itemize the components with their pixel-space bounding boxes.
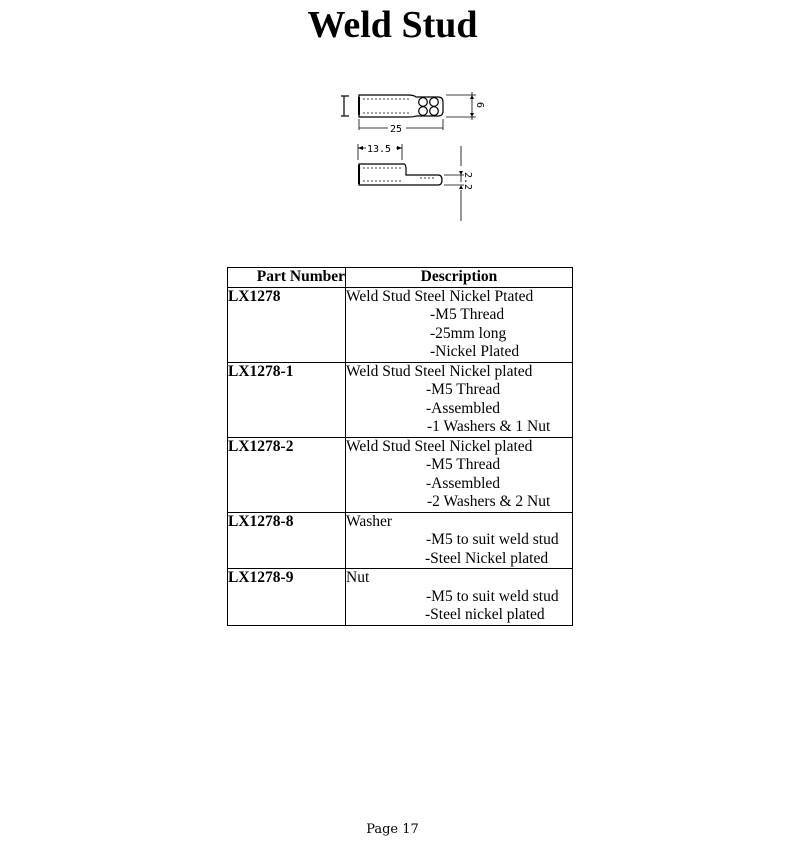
description-line: -Steel Nickel plated bbox=[425, 549, 549, 567]
page-title: Weld Stud bbox=[307, 4, 478, 46]
description-line: -M5 Thread bbox=[426, 456, 501, 473]
header-description: Description bbox=[346, 268, 573, 288]
description-cell bbox=[346, 569, 573, 626]
stud-side-view-outline bbox=[359, 164, 442, 185]
page-number: Page 17 bbox=[366, 822, 419, 837]
table-header-row bbox=[228, 268, 573, 288]
weld-stud-drawing bbox=[330, 84, 500, 229]
description-line: -M5 Thread bbox=[430, 306, 505, 323]
description-cell bbox=[346, 512, 573, 569]
description-cell bbox=[346, 437, 573, 512]
parts-table bbox=[227, 267, 573, 626]
header-part-number: Part Number bbox=[228, 268, 346, 288]
stud-holes bbox=[419, 98, 439, 116]
description-line: -M5 to suit weld stud bbox=[426, 587, 559, 605]
description-cell bbox=[346, 287, 573, 362]
dimension-side-height-label: 2.2 bbox=[462, 172, 473, 191]
description-line: Weld Stud Steel Nickel plated bbox=[346, 362, 533, 380]
table-row bbox=[228, 287, 573, 362]
description-line: -25mm long bbox=[430, 324, 507, 342]
description-line: Washer bbox=[346, 512, 393, 530]
description-line: -M5 to suit weld stud bbox=[426, 531, 559, 548]
dimension-length-label: 25 bbox=[390, 124, 403, 135]
table-row bbox=[228, 569, 573, 626]
description-line: Weld Stud Steel Nickel Ptated bbox=[346, 287, 534, 305]
dimension-offset-label: 13.5 bbox=[367, 144, 392, 155]
part-number-cell: LX1278-8 bbox=[228, 512, 346, 569]
part-number-cell: LX1278 bbox=[228, 287, 346, 362]
description-line: -Nickel Plated bbox=[430, 343, 520, 360]
description-line: -1 Washers & 1 Nut bbox=[427, 418, 551, 435]
table-row bbox=[228, 437, 573, 512]
part-number-cell: LX1278-1 bbox=[228, 362, 346, 437]
description-line: -Steel nickel plated bbox=[425, 606, 545, 623]
description-line: -M5 Thread bbox=[426, 381, 501, 398]
description-line: -2 Washers & 2 Nut bbox=[427, 493, 551, 510]
description-line: -Assembled bbox=[426, 474, 501, 492]
description-line: Nut bbox=[346, 569, 370, 586]
description-cell bbox=[346, 362, 573, 437]
description-line: -Assembled bbox=[426, 399, 501, 417]
table-row bbox=[228, 512, 573, 569]
part-number-cell: LX1278-9 bbox=[228, 569, 346, 626]
description-line: Weld Stud Steel Nickel plated bbox=[346, 437, 533, 455]
table-row bbox=[228, 362, 573, 437]
part-number-cell: LX1278-2 bbox=[228, 437, 346, 512]
dimension-height-label: 6 bbox=[474, 102, 485, 109]
